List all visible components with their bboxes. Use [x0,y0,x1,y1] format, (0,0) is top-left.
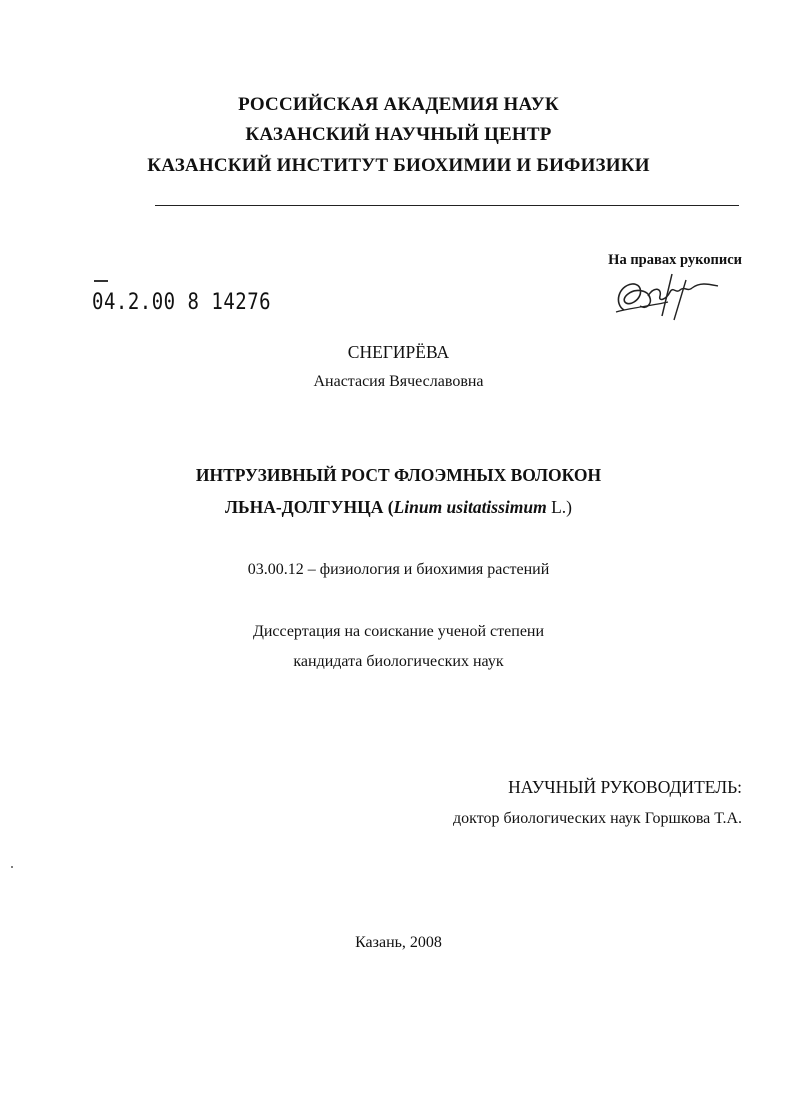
stamp-mark [94,280,108,282]
author-surname: СНЕГИРЁВА [347,342,450,362]
library-stamp-number: 04.2.00 8 14276 [92,289,272,315]
city-year: Казань, 2008 [355,934,442,951]
author-given-names: Анастасия Вячеславовна [313,373,484,390]
specialty-code: 03.00.12 – физиология и биохимия растений [247,561,550,578]
header-academy: РОССИЙСКАЯ АКАДЕМИЯ НАУК [238,94,559,115]
supervisor-heading: НАУЧНЫЙ РУКОВОДИТЕЛЬ: [508,777,742,797]
thesis-title-line2 [0,497,797,518]
thesis-title-species: Linum usitatissimum [393,497,547,517]
header-institute: КАЗАНСКИЙ ИНСТИТУТ БИОХИМИИ И БИФИЗИКИ [147,155,650,176]
header-center: КАЗАНСКИЙ НАУЧНЫЙ ЦЕНТР [245,124,552,145]
thesis-title-prefix: ЛЬНА-ДОЛГУНЦА ( [224,497,394,517]
thesis-title-suffix: L.) [546,497,573,517]
supervisor-name: доктор биологических наук Горшкова Т.А. [453,810,742,827]
manuscript-label: На правах рукописи [608,252,742,268]
thesis-title-line1: ИНТРУЗИВНЫЙ РОСТ ФЛОЭМНЫХ ВОЛОКОН [195,465,602,485]
header-divider [155,205,739,206]
signature-graphic [610,266,725,322]
degree-line2: кандидата биологических наук [293,653,504,670]
scan-speck [11,866,13,868]
degree-line1: Диссертация на соискание ученой степени [252,623,545,640]
